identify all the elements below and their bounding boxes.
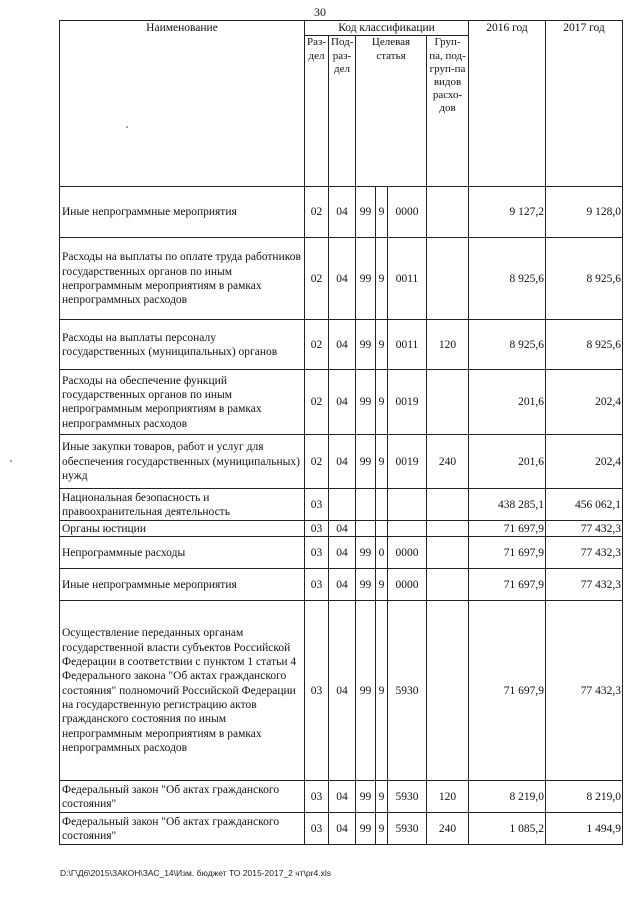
row-section: 03: [305, 601, 329, 781]
row-amount-2016: 8 219,0: [469, 781, 546, 813]
row-target-part2: 0: [376, 537, 388, 569]
row-subsection: 04: [329, 569, 356, 601]
table-row: [60, 601, 623, 781]
row-target-part3: [388, 489, 427, 521]
row-subsection: 04: [329, 370, 356, 435]
row-target-part1: 99: [356, 435, 376, 489]
row-name: Иные непрограммные мероприятия: [60, 569, 305, 601]
row-subsection: 04: [329, 537, 356, 569]
row-subsection: 04: [329, 781, 356, 813]
row-amount-2017: 202,4: [546, 435, 623, 489]
page-number: 30: [314, 5, 326, 19]
row-amount-2016: 1 085,2: [469, 813, 546, 845]
row-target-part3: [388, 521, 427, 537]
row-expense-group: 240: [427, 813, 469, 845]
table-row: [60, 187, 623, 238]
row-target-part3: 0011: [388, 320, 427, 370]
row-amount-2016: 71 697,9: [469, 521, 546, 537]
row-name: Национальная безопасность и правоохранительная деятельность: [60, 489, 305, 521]
row-amount-2017: 8 925,6: [546, 238, 623, 320]
row-amount-2017: 9 128,0: [546, 187, 623, 238]
row-expense-group: [427, 489, 469, 521]
row-target-part1: 99: [356, 781, 376, 813]
scan-speck: [126, 126, 128, 128]
row-amount-2017: 77 432,3: [546, 521, 623, 537]
row-subsection: [329, 489, 356, 521]
row-target-part2: [376, 521, 388, 537]
row-amount-2016: 71 697,9: [469, 537, 546, 569]
table-row: [60, 370, 623, 435]
row-section: 02: [305, 435, 329, 489]
table-row: [60, 489, 623, 521]
row-name: Иные закупки товаров, работ и услуг для обеспечения государственных (муниципальных) нужд: [60, 435, 305, 489]
row-amount-2016: 201,6: [469, 370, 546, 435]
row-section: 02: [305, 370, 329, 435]
row-expense-group: [427, 569, 469, 601]
row-section: 03: [305, 813, 329, 845]
row-target-part3: 0000: [388, 537, 427, 569]
row-name: Расходы на выплаты по оплате труда работников государственных органов по иным непрограммным мероприятиям в рамках непрограммных расходов: [60, 238, 305, 320]
header-subsection: Под-раз-дел: [329, 36, 356, 187]
row-target-part2: 9: [376, 187, 388, 238]
row-target-part3: 0019: [388, 435, 427, 489]
row-target-part3: 5930: [388, 781, 427, 813]
row-amount-2017: 8 219,0: [546, 781, 623, 813]
row-amount-2017: 77 432,3: [546, 537, 623, 569]
header-expense-group: Груп-па, под-груп-па видов расхо-дов: [427, 36, 469, 187]
row-target-part2: 9: [376, 370, 388, 435]
row-subsection: 04: [329, 238, 356, 320]
file-path-footer: D:\Г\Д6\2015\ЗАКОН\ЗАС_14\Изм. бюджет ТО 2015-2017_2 чт\pr4.xls: [60, 868, 331, 878]
row-section: 03: [305, 781, 329, 813]
row-target-part2: 9: [376, 435, 388, 489]
row-amount-2016: 438 285,1: [469, 489, 546, 521]
row-name: Иные непрограммные мероприятия: [60, 187, 305, 238]
table-row: [60, 238, 623, 320]
row-name: Непрограммные расходы: [60, 537, 305, 569]
header-year-2016: 2016 год: [469, 21, 546, 187]
row-target-part3: 0011: [388, 238, 427, 320]
table-body: [60, 187, 623, 845]
row-target-part2: 9: [376, 569, 388, 601]
row-section: 03: [305, 569, 329, 601]
row-expense-group: [427, 601, 469, 781]
row-target-part1: 99: [356, 187, 376, 238]
row-expense-group: [427, 521, 469, 537]
header-section: Раз-дел: [305, 36, 329, 187]
row-target-part3: 0000: [388, 187, 427, 238]
row-subsection: 04: [329, 187, 356, 238]
header-code-group: Код классификации: [305, 21, 469, 36]
row-subsection: 04: [329, 813, 356, 845]
table-row: [60, 537, 623, 569]
row-target-part3: 5930: [388, 601, 427, 781]
table-row: [60, 569, 623, 601]
row-name: Органы юстиции: [60, 521, 305, 537]
row-target-part1: 99: [356, 569, 376, 601]
row-subsection: 04: [329, 435, 356, 489]
row-amount-2016: 8 925,6: [469, 320, 546, 370]
row-name: Осуществление переданных органам государственной власти субъектов Российской Федерации в соответствии с пунктом 1 статьи 4 Федерального закона "Об актах гражданского состояния" полномочий Российской Федерации на государственную регистрацию актов гражданского состояния по иным непрограммным мероприятиям в рамках непрограммных расходов: [60, 601, 305, 781]
row-name: Федеральный закон "Об актах гражданского состояния": [60, 781, 305, 813]
row-amount-2017: 202,4: [546, 370, 623, 435]
table-row: [60, 320, 623, 370]
row-section: 02: [305, 187, 329, 238]
row-target-part3: 0000: [388, 569, 427, 601]
row-target-part1: [356, 521, 376, 537]
row-target-part2: 9: [376, 813, 388, 845]
row-expense-group: 120: [427, 320, 469, 370]
row-section: 03: [305, 537, 329, 569]
row-target-part1: 99: [356, 601, 376, 781]
row-amount-2016: 201,6: [469, 435, 546, 489]
row-target-part1: 99: [356, 238, 376, 320]
row-amount-2017: 456 062,1: [546, 489, 623, 521]
row-expense-group: [427, 238, 469, 320]
budget-table: [59, 20, 623, 845]
row-subsection: 04: [329, 320, 356, 370]
scan-speck: [10, 460, 12, 462]
table-row: [60, 435, 623, 489]
row-name: Федеральный закон "Об актах гражданского состояния": [60, 813, 305, 845]
row-target-part1: 99: [356, 813, 376, 845]
row-amount-2016: 71 697,9: [469, 569, 546, 601]
row-name: Расходы на выплаты персоналу государственных (муниципальных) органов: [60, 320, 305, 370]
table-row: [60, 521, 623, 537]
row-expense-group: [427, 537, 469, 569]
row-amount-2017: 77 432,3: [546, 601, 623, 781]
row-amount-2017: 77 432,3: [546, 569, 623, 601]
row-target-part3: 5930: [388, 813, 427, 845]
row-target-part2: 9: [376, 601, 388, 781]
row-target-part1: [356, 489, 376, 521]
row-target-part2: 9: [376, 781, 388, 813]
row-target-part1: 99: [356, 370, 376, 435]
row-target-part2: 9: [376, 320, 388, 370]
row-section: 03: [305, 489, 329, 521]
row-subsection: 04: [329, 601, 356, 781]
row-section: 02: [305, 320, 329, 370]
row-target-part2: [376, 489, 388, 521]
row-target-part1: 99: [356, 537, 376, 569]
row-amount-2017: 1 494,9: [546, 813, 623, 845]
row-expense-group: 240: [427, 435, 469, 489]
header-year-2017: 2017 год: [546, 21, 623, 187]
header-target-article: Целевая статья: [356, 36, 427, 187]
row-subsection: 04: [329, 521, 356, 537]
row-amount-2016: 71 697,9: [469, 601, 546, 781]
row-name: Расходы на обеспечение функций государственных органов по иным непрограммным мероприятиям в рамках непрограммных расходов: [60, 370, 305, 435]
row-amount-2016: 8 925,6: [469, 238, 546, 320]
row-section: 02: [305, 238, 329, 320]
row-section: 03: [305, 521, 329, 537]
table-row: [60, 813, 623, 845]
row-amount-2017: 8 925,6: [546, 320, 623, 370]
row-amount-2016: 9 127,2: [469, 187, 546, 238]
row-expense-group: 120: [427, 781, 469, 813]
row-expense-group: [427, 187, 469, 238]
header-row-top: [60, 21, 623, 36]
row-target-part3: 0019: [388, 370, 427, 435]
row-target-part2: 9: [376, 238, 388, 320]
table-row: [60, 781, 623, 813]
row-expense-group: [427, 370, 469, 435]
header-name: Наименование: [60, 21, 305, 187]
row-target-part1: 99: [356, 320, 376, 370]
